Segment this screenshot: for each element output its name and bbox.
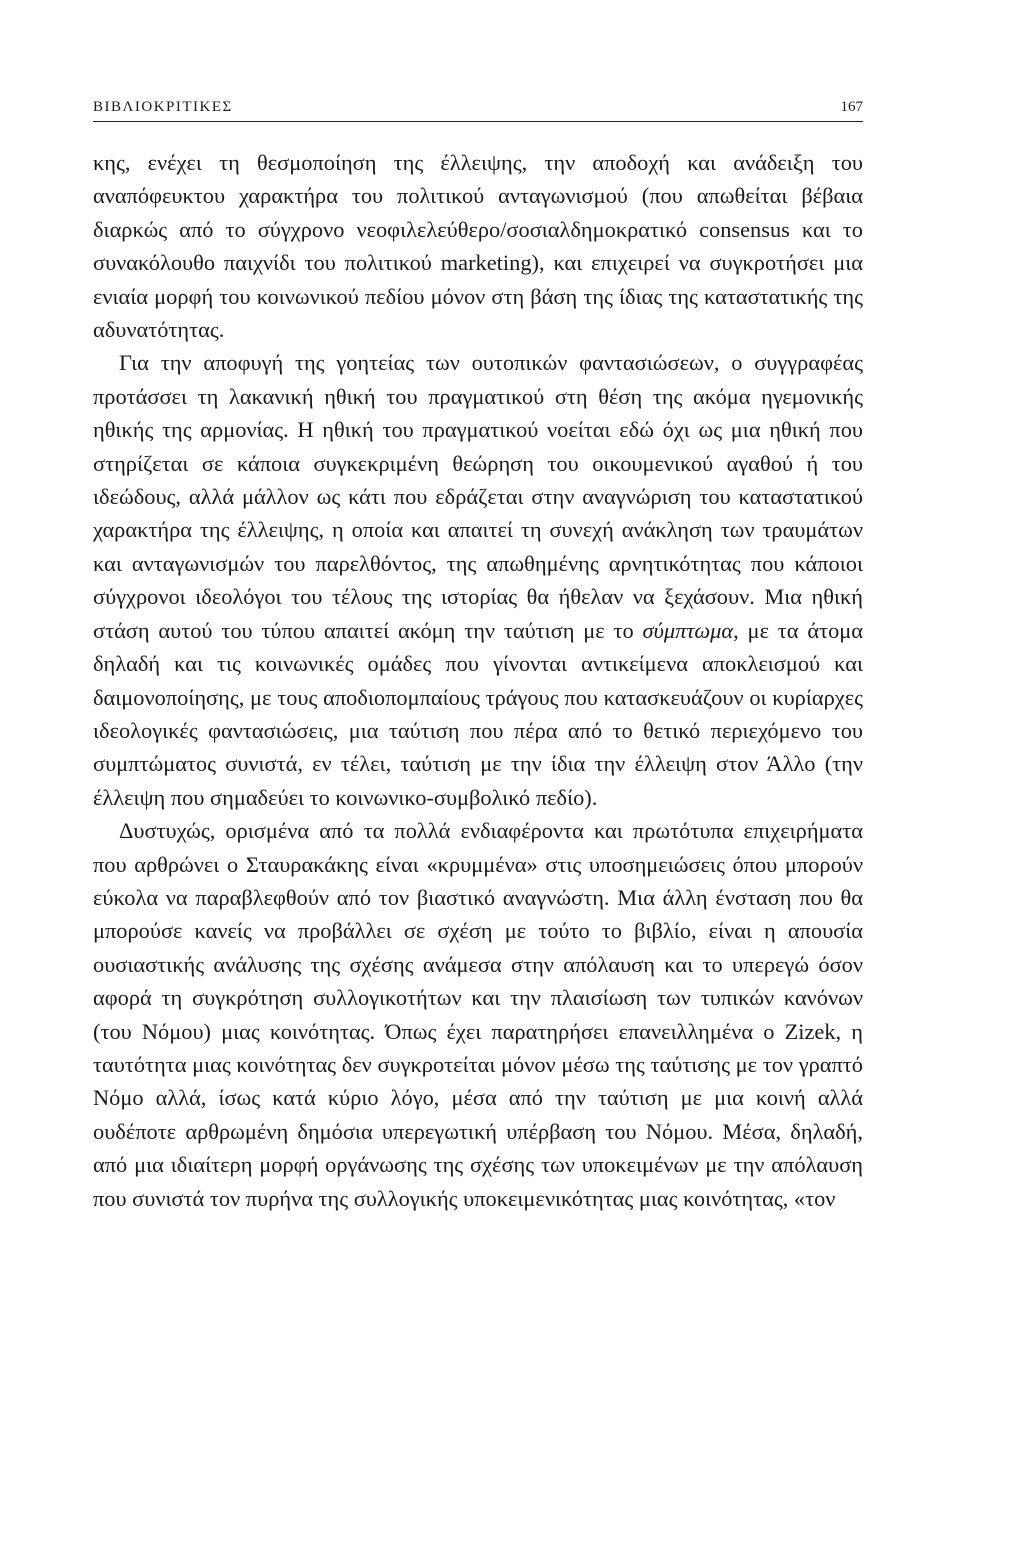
running-head (93, 97, 863, 122)
page-number: 167 (840, 99, 863, 115)
paragraph-1: κης, ενέχει τη θεσμοποίηση της έλλειψης, την αποδοχή και ανάδειξη του αναπόφευκτου χαρακτήρα του πολιτικού ανταγωνισμού (που απωθείται βέβαια διαρκώς από το σύγχρονο νεοφιλελεύθερο/σοσιαλδημοκρατικό consensus και το συνακόλουθο παιχνίδι του πολιτικού marketing), και επιχειρεί να συγκροτήσει μια ενιαία μορφή του κοινωνικού πεδίου μόνον στη βάση της ίδιας της καταστατικής της αδυνατότητας. (93, 150, 863, 343)
section-title: ΒΙΒΛΙΟΚΡΙΤΙΚΕΣ (93, 99, 233, 115)
emphasized-term: σύμπτωμα (642, 617, 734, 643)
paragraph-2-text-after: , με τα άτομα δηλαδή και τις κοινωνικές ομάδες που γίνονται αντικείμενα αποκλεισμού και δαιμονοποίησης, με τους αποδιοπομπαίους τράγους που κατασκευάζουν οι κυρίαρχες ιδεολογικές φαντασιώσεις, μια ταύτιση που πέρα από το θετικό περιεχόμενο του συμπτώματος συνιστά, εν τέλει, ταύτιση με την ίδια την έλλειψη στον Άλλο (την έλλειψη που σημαδεύει το κοινωνικο-συμβολικό πεδίο). (93, 617, 864, 810)
paragraph-2 (93, 346, 863, 814)
body-text (93, 146, 863, 1215)
paragraph-2-text-before: Για την αποφυγή της γοητείας των ουτοπικών φαντασιώσεων, ο συγγραφέας προτάσσει τη λακανική ηθική του πραγματικού στη θέση της ακόμα ηγεμονικής ηθικής της αρμονίας. Η ηθική του πραγματικού νοείται εδώ όχι ως μια ηθική που στηρίζεται σε κάποια συγκεκριμένη θεώρηση του οικουμενικού αγαθού ή του ιδεώδους, αλλά μάλλον ως κάτι που εδράζεται στην αναγνώριση του καταστατικού χαρακτήρα της έλλειψης, η οποία και απαιτεί τη συνεχή ανάκληση των τραυμάτων και ανταγωνισμών του παρελθόντος, της απωθημένης αρνητικότητας που κάποιοι σύγχρονοι ιδεολόγοι του τέλους της ιστορίας θα ήθελαν να ξεχάσουν. Μια ηθική στάση αυτού του τύπου απαιτεί ακόμη την ταύτιση με το (93, 350, 863, 643)
paragraph-3: Δυστυχώς, ορισμένα από τα πολλά ενδιαφέροντα και πρωτότυπα επιχειρήματα που αρθρώνει ο Σταυρακάκης είναι «κρυμμένα» στις υποσημειώσεις όπου μπορούν εύκολα να παραβλεφθούν από τον βιαστικό αναγνώστη. Μια άλλη ένσταση που θα μπορούσε κανείς να προβάλλει σε σχέση με τούτο το βιβλίο, είναι η απουσία ουσιαστικής ανάλυσης της σχέσης ανάμεσα στην απόλαυση και το υπερεγώ όσον αφορά τη συγκρότηση συλλογικοτήτων και την πλαισίωση των τυπικών κανόνων (του Νόμου) μιας κοινότητας. Όπως έχει παρατηρήσει επανειλλημένα ο Zizek, η ταυτότητα μιας κοινότητας δεν συγκροτείται μόνον μέσω της ταύτισης με τον γραπτό Νόμο αλλά, ίσως κατά κύριο λόγο, μέσα από την ταύτιση με μια κοινή αλλά ουδέποτε αρθρωμένη δημόσια υπερεγωτική υπέρβαση του Νόμου. Μέσα, δηλαδή, από μια ιδιαίτερη μορφή οργάνωσης της σχέσης των υποκειμένων με την απόλαυση που συνιστά τον πυρήνα της συλλογικής υποκειμενικότητας μιας κοινότητας, «τον (93, 818, 863, 1211)
